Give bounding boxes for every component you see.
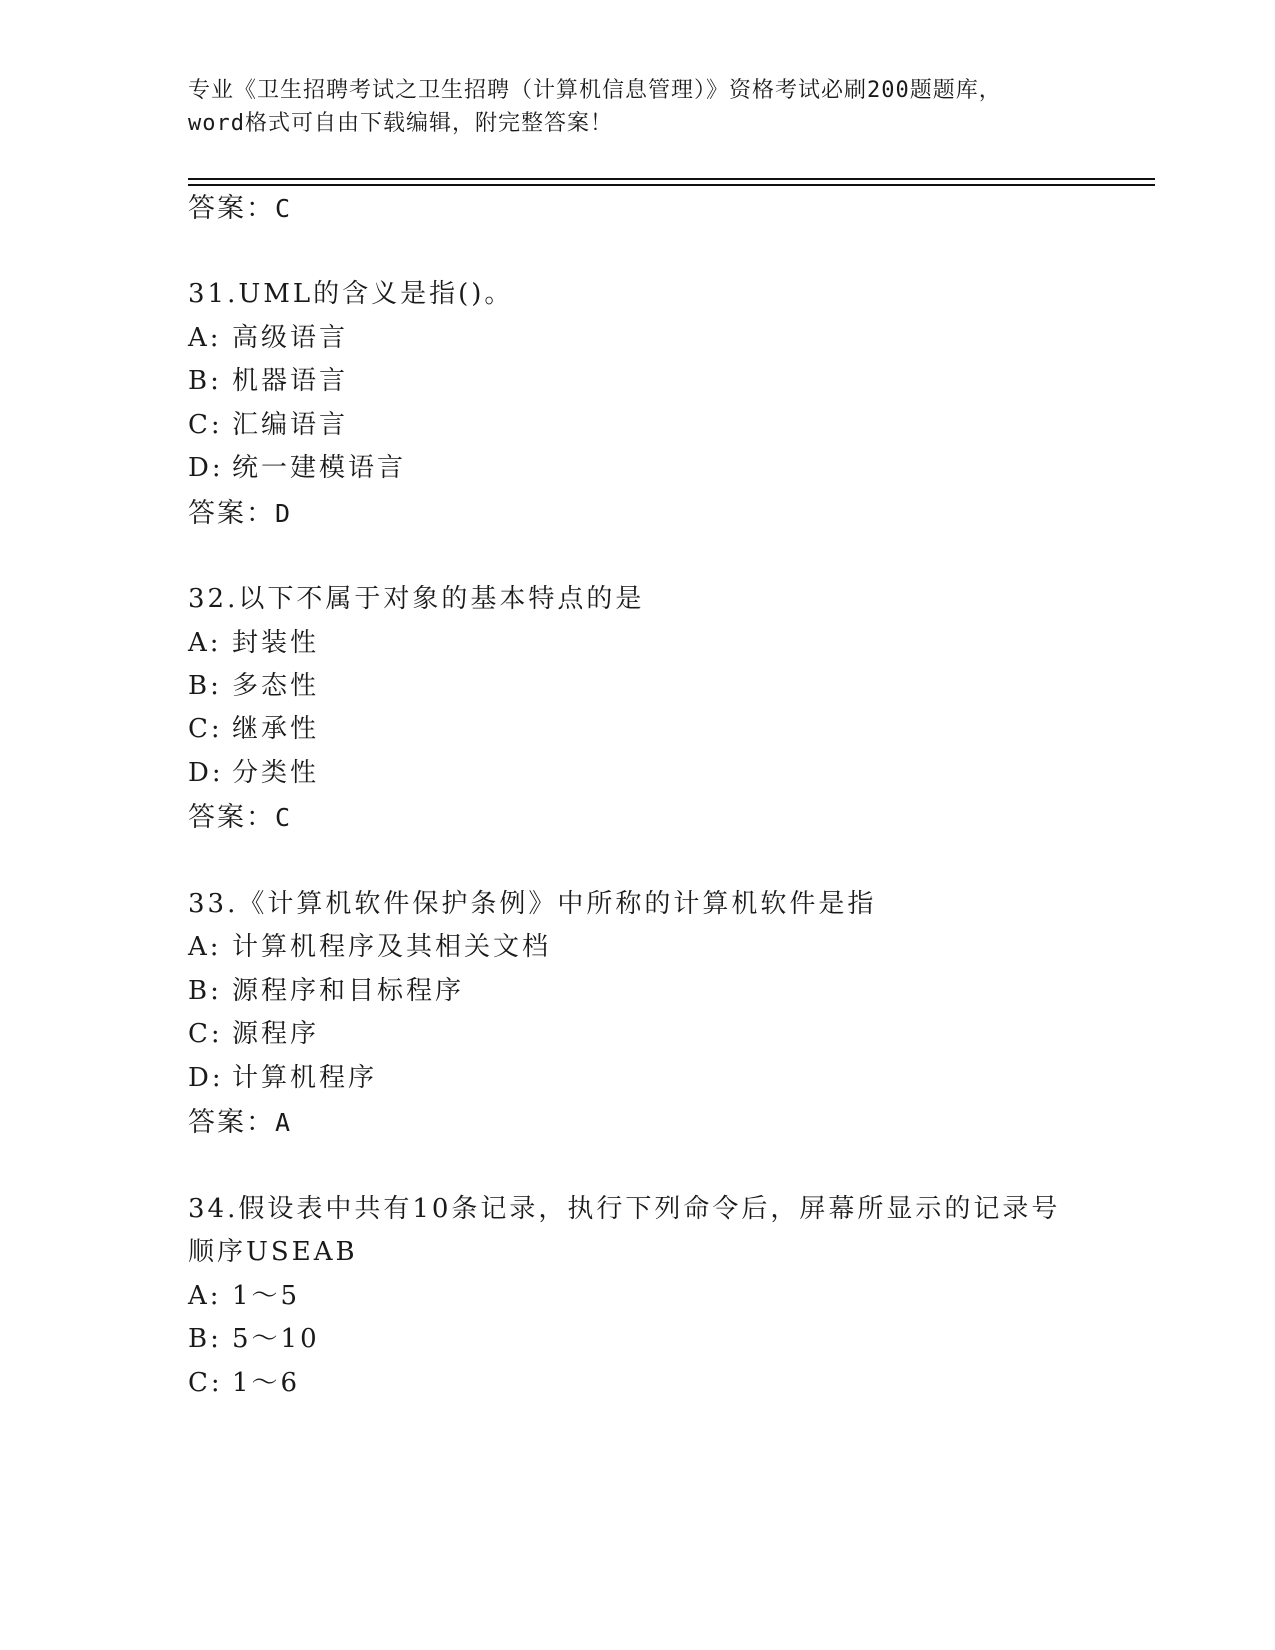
question-32-option-d (188, 752, 319, 789)
option-letter: A: (188, 932, 222, 962)
option-text: 继承性 (232, 714, 320, 744)
option-text: 源程序和目标程序 (232, 976, 465, 1006)
question-34-stem-line-2: 顺序USEAB (188, 1237, 358, 1267)
header-divider-bottom (188, 184, 1155, 186)
option-text: 计算机程序 (232, 1063, 378, 1093)
question-34-option-b (188, 1318, 320, 1355)
answer-label: 答案： (188, 498, 275, 529)
question-31-answer (188, 491, 292, 530)
question-32-option-b (188, 665, 319, 702)
question-33-option-c (188, 1013, 319, 1050)
option-letter: C: (188, 410, 223, 440)
question-34-option-c (188, 1362, 300, 1399)
answer-label: 答案： (188, 193, 275, 224)
question-32-answer (188, 795, 292, 834)
option-letter: C: (188, 1368, 223, 1398)
option-letter: D: (188, 758, 224, 788)
question-34-stem: 34.假设表中共有10条记录，执行下列命令后，屏幕所显示的记录号 (188, 1194, 1061, 1224)
header-divider-top (188, 178, 1155, 180)
question-34-option-a (188, 1275, 300, 1312)
option-letter: B: (188, 671, 222, 701)
question-31-option-b (188, 360, 348, 397)
option-text: 1～5 (232, 1281, 301, 1311)
answer-value: D (275, 499, 293, 528)
option-text: 多态性 (232, 671, 320, 701)
option-text: 源程序 (232, 1019, 320, 1049)
option-letter: B: (188, 366, 222, 396)
option-text: 统一建模语言 (232, 453, 407, 483)
previous-answer (188, 186, 292, 225)
question-33-option-b (188, 970, 464, 1007)
question-31-stem: 31.UML的含义是指()。 (188, 279, 514, 309)
option-letter: C: (188, 714, 223, 744)
option-letter: A: (188, 628, 222, 658)
question-33-answer (188, 1100, 292, 1139)
question-33-option-a (188, 926, 551, 963)
option-letter: D: (188, 453, 224, 483)
question-31-option-d (188, 447, 406, 484)
question-32-option-c (188, 708, 319, 745)
question-32-stem: 32.以下不属于对象的基本特点的是 (188, 584, 645, 614)
option-text: 1～6 (232, 1368, 301, 1398)
document-header (188, 74, 1068, 140)
option-text: 计算机程序及其相关文档 (232, 932, 552, 962)
question-31-option-c (188, 404, 348, 441)
option-letter: B: (188, 976, 222, 1006)
question-31-option-a (188, 317, 348, 354)
question-33-stem: 33.《计算机软件保护条例》中所称的计算机软件是指 (188, 889, 877, 919)
option-letter: C: (188, 1019, 223, 1049)
answer-label: 答案： (188, 1107, 275, 1138)
option-text: 5～10 (232, 1324, 320, 1354)
option-letter: A: (188, 1281, 222, 1311)
header-line-2: word格式可自由下载编辑，附完整答案！ (188, 111, 613, 136)
option-letter: B: (188, 1324, 222, 1354)
option-text: 封装性 (232, 628, 320, 658)
question-33-option-d (188, 1057, 377, 1094)
answer-value: A (275, 1108, 293, 1137)
option-text: 汇编语言 (232, 410, 349, 440)
option-text: 高级语言 (232, 323, 349, 353)
answer-label: 答案： (188, 802, 275, 833)
question-32-option-a (188, 622, 319, 659)
answer-value: C (275, 194, 293, 223)
answer-value: C (275, 803, 293, 832)
option-text: 分类性 (232, 758, 320, 788)
option-letter: D: (188, 1063, 224, 1093)
option-text: 机器语言 (232, 366, 349, 396)
header-line-1: 专业《卫生招聘考试之卫生招聘（计算机信息管理）》资格考试必刷200题题库， (188, 78, 1002, 103)
option-letter: A: (188, 323, 222, 353)
